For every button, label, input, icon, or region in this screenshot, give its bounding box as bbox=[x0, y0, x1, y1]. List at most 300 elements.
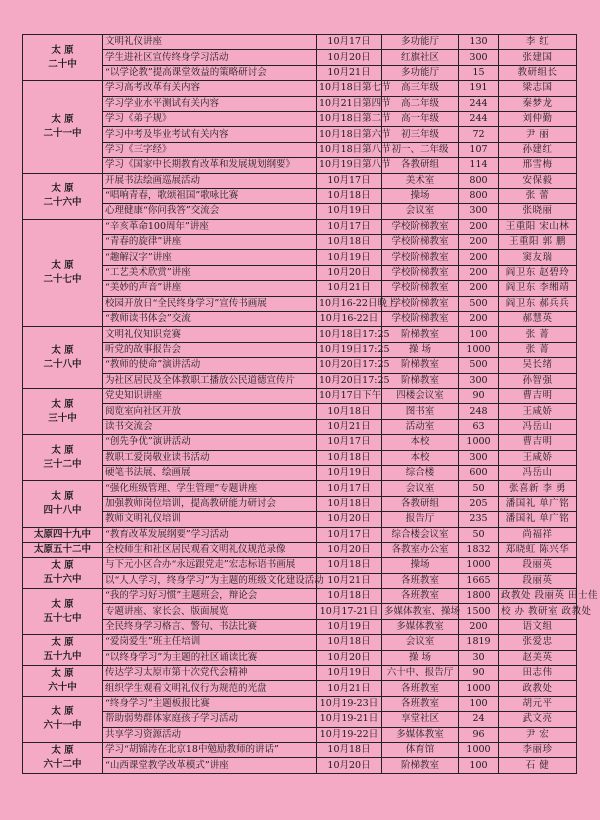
activity-date-cell: 10月17日 bbox=[317, 173, 382, 188]
table-row bbox=[23, 327, 577, 342]
activity-venue-cell: 阶梯教室 bbox=[382, 373, 459, 388]
activity-content-cell: 学习“胡锦涛在北京18中勉励教师的讲话” bbox=[103, 742, 317, 757]
activity-content-cell: 加强教师岗位培训，提高教研能力研讨会 bbox=[103, 496, 317, 511]
person-in-charge-cell: 校 办 教研室 政教处 bbox=[499, 604, 577, 619]
activity-date-cell: 10月17日下午 bbox=[317, 388, 382, 403]
person-in-charge-cell: 冯岳山 bbox=[499, 465, 577, 480]
participant-count-cell: 500 bbox=[459, 358, 499, 373]
activity-content-cell: 帮助弱势群体家庭孩子学习活动 bbox=[103, 712, 317, 727]
table-row bbox=[23, 727, 577, 742]
activity-venue-cell: 会议室 bbox=[382, 204, 459, 219]
school-name-line: 三十中 bbox=[48, 412, 77, 424]
table-row bbox=[23, 527, 577, 542]
activity-venue-cell: 各教研组 bbox=[382, 496, 459, 511]
table-row bbox=[23, 219, 577, 234]
activity-venue-cell: 学校阶梯教室 bbox=[382, 296, 459, 311]
table-row bbox=[23, 127, 577, 142]
activity-content-cell: “工艺美术欣赏”讲座 bbox=[103, 265, 317, 280]
activity-content-cell: “教师读书体会”交流 bbox=[103, 312, 317, 327]
participant-count-cell: 800 bbox=[459, 173, 499, 188]
table-row bbox=[23, 296, 577, 311]
activity-content-cell: 全校师生和社区居民观看文明礼仪规范录像 bbox=[103, 542, 317, 557]
person-in-charge-cell: 冯岳山 bbox=[499, 419, 577, 434]
school-name-cell bbox=[23, 481, 103, 527]
activity-venue-cell: 本校 bbox=[382, 435, 459, 450]
school-name-line: 五十九中 bbox=[43, 651, 82, 663]
activity-content-cell: 校园开放日“全民终身学习”宣传书画展 bbox=[103, 296, 317, 311]
school-name-line: 六十中 bbox=[48, 681, 77, 693]
activity-content-cell: 教师文明礼仪培训 bbox=[103, 512, 317, 527]
table-row bbox=[23, 619, 577, 634]
table-row bbox=[23, 81, 577, 96]
person-in-charge-cell: 郑晓虹 陈兴华 bbox=[499, 542, 577, 557]
activity-venue-cell: 红旗社区 bbox=[382, 50, 459, 65]
school-name-line: 太 原 bbox=[51, 667, 74, 679]
activity-content-cell: 硬笔书法展、绘画展 bbox=[103, 465, 317, 480]
person-in-charge-cell: 王重阳 宋山林 bbox=[499, 219, 577, 234]
activity-date-cell: 10月16-22日晚上 bbox=[317, 296, 382, 311]
table-row bbox=[23, 712, 577, 727]
activity-venue-cell: 四楼会议室 bbox=[382, 388, 459, 403]
table-row bbox=[23, 265, 577, 280]
activity-content-cell: 传达学习太原市第十次党代会精神 bbox=[103, 666, 317, 681]
table-row bbox=[23, 388, 577, 403]
table-row bbox=[23, 250, 577, 265]
activity-content-cell: 学习中考及毕业考试有关内容 bbox=[103, 127, 317, 142]
activity-venue-cell: 学校阶梯教室 bbox=[382, 250, 459, 265]
school-name-line: 二十七中 bbox=[43, 274, 82, 286]
table-row bbox=[23, 573, 577, 588]
activity-date-cell: 10月20日 bbox=[317, 50, 382, 65]
activity-venue-cell: 高一年级 bbox=[382, 111, 459, 126]
table-row bbox=[23, 204, 577, 219]
participant-count-cell: 50 bbox=[459, 481, 499, 496]
participant-count-cell: 200 bbox=[459, 265, 499, 280]
activity-date-cell: 10月19日 bbox=[317, 250, 382, 265]
activity-content-cell: “辛亥革命100周年”讲座 bbox=[103, 219, 317, 234]
table-row bbox=[23, 188, 577, 203]
activity-content-cell: “爱岗爱生”班主任培训 bbox=[103, 635, 317, 650]
person-in-charge-cell: 田志伟 bbox=[499, 666, 577, 681]
school-name-line: 太 原 bbox=[51, 444, 74, 456]
activity-date-cell: 10月19日第八节 bbox=[317, 158, 382, 173]
activity-venue-cell: 初一、二年级 bbox=[382, 142, 459, 157]
person-in-charge-cell: 语文组 bbox=[499, 619, 577, 634]
person-in-charge-cell: 王咸娇 bbox=[499, 404, 577, 419]
activity-content-cell: “我的学习好习惯”主题班会，辩论会 bbox=[103, 589, 317, 604]
school-name-cell bbox=[23, 589, 103, 635]
activity-venue-cell: 会议室 bbox=[382, 635, 459, 650]
activity-venue-cell: 六十中、报告厅 bbox=[382, 666, 459, 681]
activity-content-cell: 学习《国家中长期教育改革和发展规划纲要》 bbox=[103, 158, 317, 173]
school-name-cell bbox=[23, 388, 103, 434]
participant-count-cell: 1819 bbox=[459, 635, 499, 650]
activity-date-cell: 10月18日第八节 bbox=[317, 142, 382, 157]
table-row bbox=[23, 758, 577, 773]
table-row bbox=[23, 35, 577, 50]
table-row bbox=[23, 111, 577, 126]
school-name-line: 太原四十九中 bbox=[33, 528, 91, 540]
activity-venue-cell: 各班教室 bbox=[382, 589, 459, 604]
activity-venue-cell: 多功能厅 bbox=[382, 65, 459, 80]
school-name-line: 三十二中 bbox=[43, 458, 82, 470]
activity-venue-cell: 操场 bbox=[382, 188, 459, 203]
activity-date-cell: 10月21日 bbox=[317, 65, 382, 80]
person-in-charge-cell: 段丽英 bbox=[499, 573, 577, 588]
person-in-charge-cell: 张建国 bbox=[499, 50, 577, 65]
participant-count-cell: 1000 bbox=[459, 558, 499, 573]
person-in-charge-cell: 段丽英 bbox=[499, 558, 577, 573]
activity-content-cell: “教育改革发展纲要”学习活动 bbox=[103, 527, 317, 542]
participant-count-cell: 63 bbox=[459, 419, 499, 434]
table-row bbox=[23, 481, 577, 496]
activity-date-cell: 10月18日17:25 bbox=[317, 327, 382, 342]
school-name-line: 太 原 bbox=[51, 560, 74, 572]
person-in-charge-cell: 王咸娇 bbox=[499, 450, 577, 465]
activity-content-cell: “山西课堂教学改革模式”讲座 bbox=[103, 758, 317, 773]
school-name-line: 太原五十二中 bbox=[33, 544, 91, 556]
activity-date-cell: 10月18日 bbox=[317, 450, 382, 465]
activity-date-cell: 10月19-23日 bbox=[317, 696, 382, 711]
activity-content-cell: 文明礼仪讲座 bbox=[103, 35, 317, 50]
activity-venue-cell: 高三年级 bbox=[382, 81, 459, 96]
activity-content-cell: 专题讲座、家长会、版面展览 bbox=[103, 604, 317, 619]
activity-date-cell: 10月20日 bbox=[317, 512, 382, 527]
participant-count-cell: 300 bbox=[459, 204, 499, 219]
participant-count-cell: 1665 bbox=[459, 573, 499, 588]
person-in-charge-cell: 张 菁 bbox=[499, 342, 577, 357]
activity-date-cell: 10月19日 bbox=[317, 619, 382, 634]
person-in-charge-cell: 尹 丽 bbox=[499, 127, 577, 142]
activity-content-cell: 学习高考改革有关内容 bbox=[103, 81, 317, 96]
person-in-charge-cell: 阎卫东 李缃靖 bbox=[499, 281, 577, 296]
person-in-charge-cell: 窦友瑞 bbox=[499, 250, 577, 265]
activity-date-cell: 10月21日第四节 bbox=[317, 96, 382, 111]
school-name-line: 太 原 bbox=[51, 44, 74, 56]
activity-content-cell: “教师的使命”演讲活动 bbox=[103, 358, 317, 373]
activity-content-cell: 学习《三字经》 bbox=[103, 142, 317, 157]
activity-venue-cell: 多媒体教室 bbox=[382, 727, 459, 742]
activity-venue-cell: 图书室 bbox=[382, 404, 459, 419]
participant-count-cell: 100 bbox=[459, 327, 499, 342]
activity-content-cell: 阅览室向社区开放 bbox=[103, 404, 317, 419]
school-name-line: 太 原 bbox=[51, 183, 74, 195]
activity-content-cell: 教职工爱岗敬业读书活动 bbox=[103, 450, 317, 465]
table-row bbox=[23, 589, 577, 604]
activity-date-cell: 10月17日 bbox=[317, 435, 382, 450]
participant-count-cell: 130 bbox=[459, 35, 499, 50]
activity-venue-cell: 各班教室 bbox=[382, 696, 459, 711]
participant-count-cell: 114 bbox=[459, 158, 499, 173]
activity-date-cell: 10月18日 bbox=[317, 558, 382, 573]
activity-date-cell: 10月18日第二节 bbox=[317, 111, 382, 126]
participant-count-cell: 100 bbox=[459, 696, 499, 711]
participant-count-cell: 1800 bbox=[459, 589, 499, 604]
participant-count-cell: 72 bbox=[459, 127, 499, 142]
activity-venue-cell: 综合楼 bbox=[382, 465, 459, 480]
table-row bbox=[23, 666, 577, 681]
table-row bbox=[23, 512, 577, 527]
activity-venue-cell: 学校阶梯教室 bbox=[382, 219, 459, 234]
person-in-charge-cell: 阎卫东 郝兵兵 bbox=[499, 296, 577, 311]
table-row bbox=[23, 281, 577, 296]
activity-venue-cell: 操 场 bbox=[382, 650, 459, 665]
person-in-charge-cell: 安保毅 bbox=[499, 173, 577, 188]
table-row bbox=[23, 50, 577, 65]
table-row bbox=[23, 635, 577, 650]
activity-content-cell: 学习学业水平测试有关内容 bbox=[103, 96, 317, 111]
participant-count-cell: 1000 bbox=[459, 742, 499, 757]
activity-venue-cell: 多功能厅 bbox=[382, 35, 459, 50]
activity-date-cell: 10月17日 bbox=[317, 527, 382, 542]
activity-date-cell: 10月18日 bbox=[317, 589, 382, 604]
table-row bbox=[23, 142, 577, 157]
school-name-line: 太 原 bbox=[51, 598, 74, 610]
school-name-line: 太 原 bbox=[51, 637, 74, 649]
person-in-charge-cell: 曹吉明 bbox=[499, 388, 577, 403]
activity-table bbox=[22, 34, 599, 774]
person-in-charge-cell: 张 蕾 bbox=[499, 188, 577, 203]
table-row bbox=[23, 681, 577, 696]
activity-content-cell: “终身学习”主题板报比赛 bbox=[103, 696, 317, 711]
activity-venue-cell: 体育馆 bbox=[382, 742, 459, 757]
school-name-cell bbox=[23, 35, 103, 81]
table-row bbox=[23, 465, 577, 480]
person-in-charge-cell: 尚福祥 bbox=[499, 527, 577, 542]
participant-count-cell: 200 bbox=[459, 219, 499, 234]
participant-count-cell: 244 bbox=[459, 96, 499, 111]
activity-date-cell: 10月19日 bbox=[317, 465, 382, 480]
activity-content-cell: “以终身学习”为主题的社区诵读比赛 bbox=[103, 650, 317, 665]
participant-count-cell: 248 bbox=[459, 404, 499, 419]
activity-content-cell: “美妙的声音”讲座 bbox=[103, 281, 317, 296]
participant-count-cell: 107 bbox=[459, 142, 499, 157]
table-row bbox=[23, 373, 577, 388]
activity-date-cell: 10月21日 bbox=[317, 681, 382, 696]
activity-content-cell: 听党的故事报告会 bbox=[103, 342, 317, 357]
participant-count-cell: 1000 bbox=[459, 342, 499, 357]
activity-content-cell: “青春的旋律”讲座 bbox=[103, 235, 317, 250]
participant-count-cell: 15 bbox=[459, 65, 499, 80]
activity-content-cell: 组织学生观看文明礼仪行为规范的光盘 bbox=[103, 681, 317, 696]
activity-venue-cell: 学校阶梯教室 bbox=[382, 235, 459, 250]
participant-count-cell: 200 bbox=[459, 619, 499, 634]
activity-venue-cell: 活动室 bbox=[382, 419, 459, 434]
activity-date-cell: 10月18日 bbox=[317, 496, 382, 511]
person-in-charge-cell: 孙建红 bbox=[499, 142, 577, 157]
activity-date-cell: 10月19-21日 bbox=[317, 712, 382, 727]
table-row bbox=[23, 604, 577, 619]
activity-venue-cell: 阶梯教室 bbox=[382, 327, 459, 342]
activity-date-cell: 10月18日第六节 bbox=[317, 127, 382, 142]
school-name-line: 太 原 bbox=[51, 260, 74, 272]
participant-count-cell: 90 bbox=[459, 666, 499, 681]
activity-date-cell: 10月18日第七节 bbox=[317, 81, 382, 96]
table-row bbox=[23, 173, 577, 188]
activity-content-cell: 为社区居民及全体教职工播放公民道德宣传片 bbox=[103, 373, 317, 388]
activity-date-cell: 10月16-22日 bbox=[317, 312, 382, 327]
school-name-line: 六十二中 bbox=[43, 758, 82, 770]
person-in-charge-cell: 潘国礼 单广铭 bbox=[499, 512, 577, 527]
participant-count-cell: 24 bbox=[459, 712, 499, 727]
school-name-cell bbox=[23, 666, 103, 697]
activity-date-cell: 10月17日 bbox=[317, 481, 382, 496]
school-name-cell bbox=[23, 635, 103, 666]
activity-date-cell: 10月18日 bbox=[317, 235, 382, 250]
activity-date-cell: 10月17日 bbox=[317, 219, 382, 234]
person-in-charge-cell: 张晓丽 bbox=[499, 204, 577, 219]
participant-count-cell: 205 bbox=[459, 496, 499, 511]
participant-count-cell: 200 bbox=[459, 235, 499, 250]
participant-count-cell: 235 bbox=[459, 512, 499, 527]
school-name-line: 四十八中 bbox=[43, 504, 82, 516]
person-in-charge-cell: 胡元平 bbox=[499, 696, 577, 711]
school-name-line: 太 原 bbox=[51, 706, 74, 718]
person-in-charge-cell: 李 红 bbox=[499, 35, 577, 50]
activity-content-cell: 读书交流会 bbox=[103, 419, 317, 434]
school-name-cell bbox=[23, 542, 103, 557]
activity-content-cell: 全民终身学习格言、警句、书法比赛 bbox=[103, 619, 317, 634]
participant-count-cell: 1000 bbox=[459, 681, 499, 696]
activity-venue-cell: 多媒体教室、操场 bbox=[382, 604, 459, 619]
activity-date-cell: 10月18日 bbox=[317, 635, 382, 650]
school-name-line: 太 原 bbox=[51, 744, 74, 756]
activity-date-cell: 10月21日 bbox=[317, 281, 382, 296]
school-name-line: 六十一中 bbox=[43, 720, 82, 732]
person-in-charge-cell: 王重阳 郭 鹏 bbox=[499, 235, 577, 250]
school-name-cell bbox=[23, 219, 103, 327]
activity-venue-cell: 操 场 bbox=[382, 342, 459, 357]
person-in-charge-cell: 尹 宏 bbox=[499, 727, 577, 742]
school-name-cell bbox=[23, 527, 103, 542]
table-row bbox=[23, 742, 577, 757]
activity-venue-cell: 学校阶梯教室 bbox=[382, 281, 459, 296]
activity-venue-cell: 享堂社区 bbox=[382, 712, 459, 727]
participant-count-cell: 30 bbox=[459, 650, 499, 665]
participant-count-cell: 300 bbox=[459, 373, 499, 388]
activity-venue-cell: 初三年级 bbox=[382, 127, 459, 142]
participant-count-cell: 200 bbox=[459, 312, 499, 327]
table-row bbox=[23, 542, 577, 557]
person-in-charge-cell: 李丽珍 bbox=[499, 742, 577, 757]
table-row bbox=[23, 358, 577, 373]
activity-content-cell: “创先争优”演讲活动 bbox=[103, 435, 317, 450]
participant-count-cell: 90 bbox=[459, 388, 499, 403]
activity-content-cell: 心理健康“你问我答”交流会 bbox=[103, 204, 317, 219]
person-in-charge-cell: 张喜新 李 勇 bbox=[499, 481, 577, 496]
activity-date-cell: 10月20日 bbox=[317, 650, 382, 665]
activity-venue-cell: 阶梯教室 bbox=[382, 758, 459, 773]
person-in-charge-cell: 政教处 段丽英 田士佳 bbox=[499, 589, 577, 604]
activity-date-cell: 10月21日 bbox=[317, 573, 382, 588]
participant-count-cell: 300 bbox=[459, 50, 499, 65]
activity-venue-cell: 综合楼会议室 bbox=[382, 527, 459, 542]
table-row bbox=[23, 312, 577, 327]
activity-venue-cell: 报告厅 bbox=[382, 512, 459, 527]
person-in-charge-cell: 武文亮 bbox=[499, 712, 577, 727]
activity-date-cell: 10月18日 bbox=[317, 742, 382, 757]
activity-venue-cell: 各班教室 bbox=[382, 573, 459, 588]
participant-count-cell: 191 bbox=[459, 81, 499, 96]
activity-date-cell: 10月20日 bbox=[317, 265, 382, 280]
activity-date-cell: 10月19日17:25 bbox=[317, 342, 382, 357]
activity-content-cell: 文明礼仪知识竞赛 bbox=[103, 327, 317, 342]
activity-content-cell: 共享学习资源活动 bbox=[103, 727, 317, 742]
person-in-charge-cell: 曹吉明 bbox=[499, 435, 577, 450]
school-name-line: 二十六中 bbox=[43, 197, 82, 209]
participant-count-cell: 300 bbox=[459, 450, 499, 465]
activity-date-cell: 10月18日 bbox=[317, 404, 382, 419]
person-in-charge-cell: 吴长绪 bbox=[499, 358, 577, 373]
school-name-line: 五十六中 bbox=[43, 574, 82, 586]
table-row bbox=[23, 435, 577, 450]
person-in-charge-cell: 石 健 bbox=[499, 758, 577, 773]
activity-date-cell: 10月21日 bbox=[317, 419, 382, 434]
school-name-line: 太 原 bbox=[51, 490, 74, 502]
activity-date-cell: 10月19日 bbox=[317, 204, 382, 219]
person-in-charge-cell: 政教处 bbox=[499, 681, 577, 696]
school-name-cell bbox=[23, 81, 103, 173]
activity-venue-cell: 各教室办公室 bbox=[382, 542, 459, 557]
activity-venue-cell: 操场 bbox=[382, 558, 459, 573]
person-in-charge-cell: 潘国礼 单广铭 bbox=[499, 496, 577, 511]
participant-count-cell: 500 bbox=[459, 296, 499, 311]
table-row bbox=[23, 450, 577, 465]
person-in-charge-cell: 梁志国 bbox=[499, 81, 577, 96]
table-row bbox=[23, 404, 577, 419]
activity-date-cell: 10月20日17:25 bbox=[317, 358, 382, 373]
table-row bbox=[23, 558, 577, 573]
person-in-charge-cell: 张 菁 bbox=[499, 327, 577, 342]
activity-venue-cell: 美术室 bbox=[382, 173, 459, 188]
activity-venue-cell: 会议室 bbox=[382, 481, 459, 496]
table-row bbox=[23, 235, 577, 250]
person-in-charge-cell: 阎卫东 赵碧玲 bbox=[499, 265, 577, 280]
school-name-line: 二十八中 bbox=[43, 358, 82, 370]
person-in-charge-cell: 教研组长 bbox=[499, 65, 577, 80]
school-name-line: 二十中 bbox=[48, 58, 77, 70]
activity-venue-cell: 学校阶梯教室 bbox=[382, 265, 459, 280]
school-name-cell bbox=[23, 327, 103, 389]
activity-date-cell: 10月19-22日 bbox=[317, 727, 382, 742]
activity-date-cell: 10月20日 bbox=[317, 758, 382, 773]
participant-count-cell: 96 bbox=[459, 727, 499, 742]
activity-venue-cell: 各班教室 bbox=[382, 681, 459, 696]
participant-count-cell: 200 bbox=[459, 281, 499, 296]
table-row bbox=[23, 342, 577, 357]
activity-content-cell: “以学论教”提高课堂效益的策略研讨会 bbox=[103, 65, 317, 80]
table-row bbox=[23, 696, 577, 711]
activity-content-cell: 以“人人学习，终身学习”为主题的班级文化建设活动 bbox=[103, 573, 317, 588]
activity-content-cell: 开展书法绘画巡展活动 bbox=[103, 173, 317, 188]
person-in-charge-cell: 赵美英 bbox=[499, 650, 577, 665]
activity-venue-cell: 本校 bbox=[382, 450, 459, 465]
person-in-charge-cell: 秦梦龙 bbox=[499, 96, 577, 111]
table-row bbox=[23, 158, 577, 173]
activity-venue-cell: 阶梯教室 bbox=[382, 358, 459, 373]
activity-content-cell: “强化班级管理、学生管理”专题讲座 bbox=[103, 481, 317, 496]
activity-content-cell: 学习《弟子规》 bbox=[103, 111, 317, 126]
table-row bbox=[23, 65, 577, 80]
activity-content-cell: 与下元小区合办“永远跟党走”宏志标语书画展 bbox=[103, 558, 317, 573]
activity-content-cell: 学生进社区宣传终身学习活动 bbox=[103, 50, 317, 65]
activity-table-body bbox=[23, 35, 599, 774]
school-name-line: 太 原 bbox=[51, 398, 74, 410]
activity-venue-cell: 高二年级 bbox=[382, 96, 459, 111]
activity-date-cell: 10月17-21日 bbox=[317, 604, 382, 619]
school-name-cell bbox=[23, 558, 103, 589]
person-in-charge-cell: 张爱忠 bbox=[499, 635, 577, 650]
